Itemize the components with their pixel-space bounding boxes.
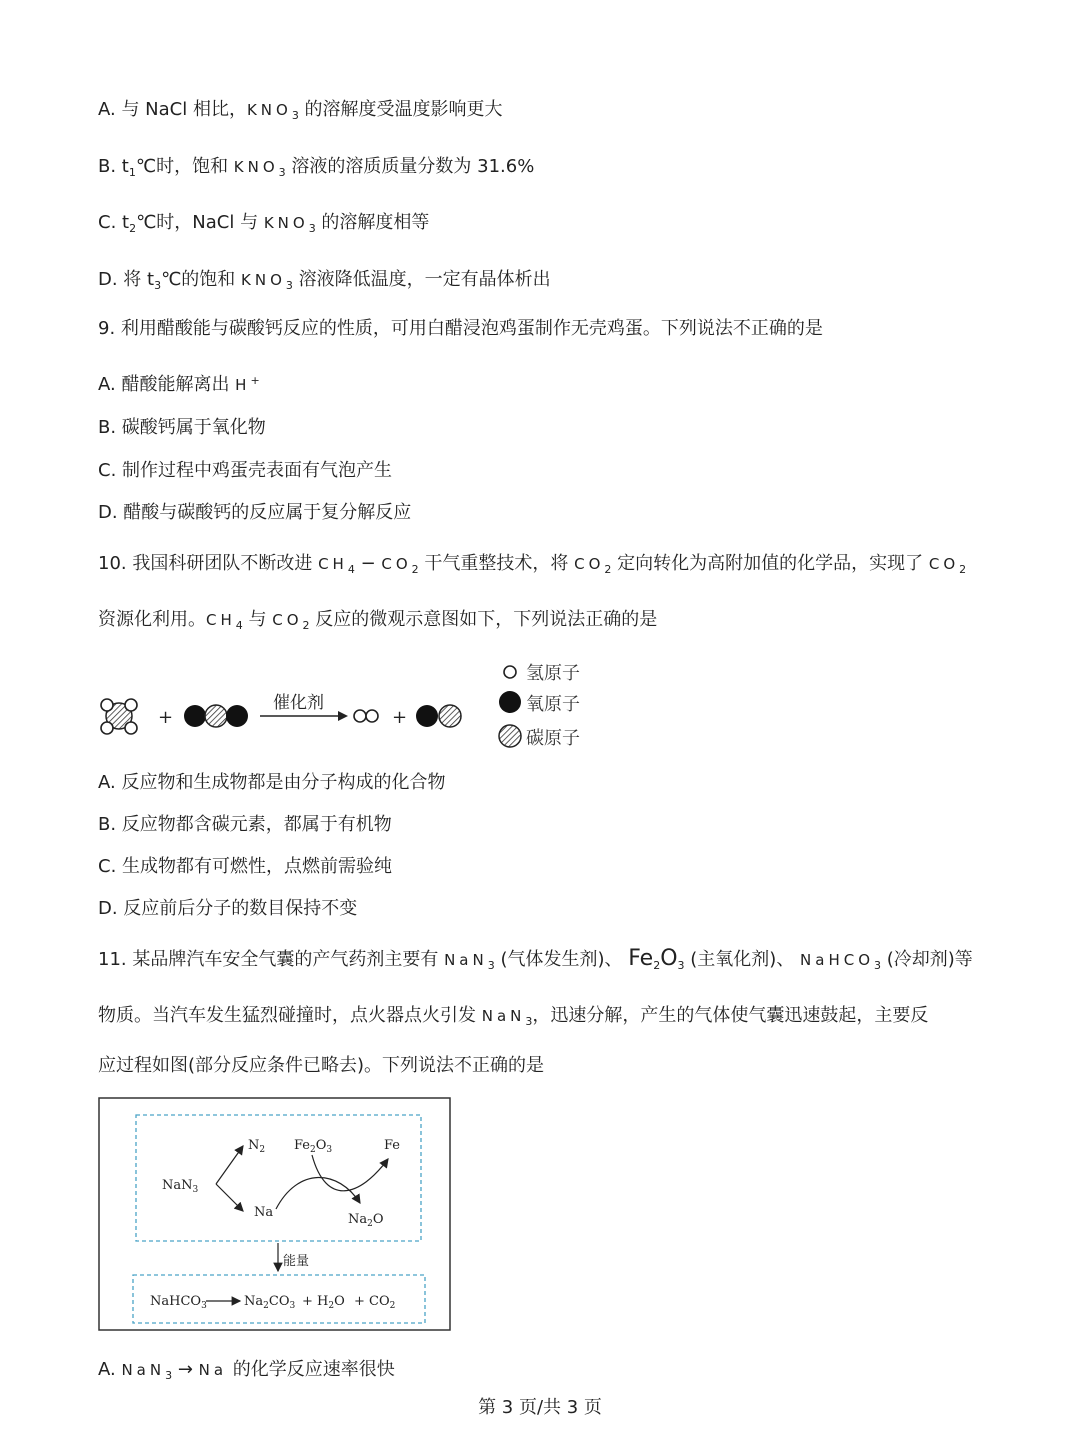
- carbon-atom-icon: [499, 725, 521, 747]
- text: 定向转化为高附加值的化学品，实现了: [611, 553, 929, 574]
- text: 与: [242, 609, 273, 630]
- text: 的溶解度相等: [315, 212, 430, 233]
- q11-stem-line3: 应过程如图(部分反应条件已略去)。下列说法不正确的是: [98, 1055, 545, 1076]
- text: 溶液的溶质质量分数为 31.6%: [285, 156, 535, 177]
- subscript: 2: [959, 563, 967, 576]
- subscript: 3: [154, 279, 162, 292]
- formula: NaHCO: [800, 951, 875, 969]
- page-footer: 第 3 页/共 3 页: [478, 1397, 602, 1418]
- text: 的溶解度受温度影响更大: [298, 99, 503, 120]
- legend-oxygen: 氧原子: [526, 694, 580, 715]
- q9-option-d: D. 醋酸与碳酸钙的反应属于复分解反应: [98, 502, 412, 523]
- plus-sign: +: [158, 707, 174, 728]
- q9-stem: 9. 利用醋酸能与碳酸钙反应的性质，可用白醋浸泡鸡蛋制作无壳鸡蛋。下列说法不正确的是: [98, 318, 823, 339]
- formula: NaN: [444, 951, 488, 969]
- text: −: [354, 553, 382, 574]
- subscript: 3: [291, 109, 299, 122]
- text: (主氧化剂)、: [684, 949, 801, 970]
- na-label: Na: [254, 1205, 274, 1220]
- text: →: [172, 1359, 199, 1380]
- text: A. 醋酸能解离出: [98, 374, 236, 395]
- reaction-arrowhead: [338, 711, 348, 721]
- text: (冷却剂)等: [881, 949, 973, 970]
- subscript: 2: [604, 563, 612, 576]
- methane-molecule: [101, 699, 137, 734]
- q8-option-d: [98, 268, 551, 298]
- diagram-legend: [499, 663, 580, 749]
- formula: NaN: [121, 1361, 166, 1379]
- subscript: 2: [653, 959, 661, 972]
- text: A.: [98, 1359, 122, 1380]
- text: 10. 我国科研团队不断改进: [98, 553, 319, 574]
- text: ℃时，饱和: [135, 156, 234, 177]
- q10-stem-line1: [98, 552, 966, 582]
- subscript: 3: [487, 959, 495, 972]
- formula: KNO: [263, 214, 309, 232]
- q9-option-c: C. 制作过程中鸡蛋壳表面有气泡产生: [98, 460, 393, 481]
- text: 11. 某品牌汽车安全气囊的产气药剂主要有: [98, 949, 445, 970]
- text: (气体发生剂)、: [494, 949, 629, 970]
- superscript: +: [250, 374, 260, 387]
- subscript: 2: [302, 619, 310, 632]
- fe2o3-label: $Fe_2O_3$: [294, 1138, 333, 1155]
- q8-option-c: [98, 211, 429, 241]
- text: 干气重整技术，将: [418, 553, 575, 574]
- text: 资源化利用。: [98, 609, 206, 630]
- na2o-label: $Na_2O$: [348, 1212, 384, 1229]
- legend-carbon: 碳原子: [526, 728, 580, 749]
- formula: CO: [574, 555, 605, 573]
- formula: H: [235, 376, 251, 394]
- formula: Na: [198, 1361, 228, 1379]
- q11-stem-line1: [98, 947, 973, 978]
- hydrogen-atom-icon: [504, 666, 516, 678]
- text: B. t: [98, 156, 129, 177]
- q10-option-d: D. 反应前后分子的数目保持不变: [98, 898, 358, 919]
- fe-label: Fe: [384, 1138, 401, 1153]
- n2-label: $N_2$: [248, 1138, 266, 1155]
- q9-option-b: B. 碳酸钙属于氧化物: [98, 417, 266, 438]
- text: ，迅速分解，产生的气体使气囊迅速鼓起，主要反: [532, 1005, 929, 1026]
- subscript: 3: [874, 959, 882, 972]
- text: ℃的饱和: [161, 269, 242, 290]
- na2co3-label: $Na_2CO_3$: [244, 1294, 296, 1311]
- oxygen-atom-icon: [499, 691, 521, 713]
- q8-option-b: [98, 155, 534, 185]
- text: 的化学反应速率很快: [227, 1359, 395, 1380]
- carbon-dioxide-molecule: [184, 705, 248, 727]
- subscript: 3: [278, 166, 286, 179]
- text: 物质。当汽车发生猛烈碰撞时，点火器点火引发: [98, 1005, 482, 1026]
- formula: CO: [272, 611, 303, 629]
- formula: KNO: [246, 101, 292, 119]
- hydrogen-molecule: [354, 710, 378, 722]
- h2o-label: $H_2O$: [317, 1294, 345, 1311]
- q10-option-c: C. 生成物都有可燃性，点燃前需验纯: [98, 856, 393, 877]
- nan3-label: NaN$_3$: [162, 1178, 199, 1195]
- subscript: 2: [411, 563, 419, 576]
- nahco3-label: NaHCO$_3$: [150, 1294, 207, 1311]
- q10-option-a: A. 反应物和生成物都是由分子构成的化合物: [98, 772, 446, 793]
- subscript: 2: [129, 222, 137, 235]
- text: D. 将 t: [98, 269, 155, 290]
- q8-option-a: [98, 98, 503, 128]
- co2-label: $CO_2$: [369, 1294, 396, 1311]
- subscript: 3: [525, 1015, 533, 1028]
- q10-option-b: B. 反应物都含碳元素，都属于有机物: [98, 814, 392, 835]
- text: ℃时，NaCl 与: [136, 212, 264, 233]
- plus-sign: +: [392, 707, 408, 728]
- formula: CO: [928, 555, 960, 573]
- text: A. 与 NaCl 相比，: [98, 99, 247, 120]
- q11-reaction-diagram: [98, 1097, 452, 1333]
- text: 反应的微观示意图如下，下列说法正确的是: [309, 609, 658, 630]
- text: C. t: [98, 212, 130, 233]
- subscript: 4: [347, 563, 355, 576]
- formula: NaN: [481, 1007, 526, 1025]
- plus-sign: +: [354, 1294, 365, 1309]
- subscript: 3: [677, 959, 685, 972]
- formula: CO: [381, 555, 412, 573]
- formula: CH: [318, 555, 348, 573]
- catalyst-label: 催化剂: [273, 693, 324, 713]
- q11-stem-line2: [98, 1004, 928, 1034]
- formula: O: [660, 946, 678, 971]
- legend-hydrogen: 氢原子: [526, 663, 580, 684]
- subscript: 3: [285, 279, 293, 292]
- text: 溶液降低温度，一定有晶体析出: [292, 269, 551, 290]
- q10-stem-line2: [98, 608, 657, 638]
- q11-option-a: [98, 1358, 395, 1388]
- carbon-monoxide-molecule: [416, 705, 461, 727]
- q10-reaction-diagram: [90, 650, 600, 760]
- subscript: 1: [128, 166, 136, 179]
- formula: KNO: [233, 158, 279, 176]
- plus-sign: +: [302, 1294, 313, 1309]
- subscript: 3: [165, 1369, 173, 1382]
- formula: Fe: [628, 946, 654, 971]
- formula: KNO: [241, 271, 286, 289]
- formula: CH: [206, 611, 236, 629]
- subscript: 4: [235, 619, 243, 632]
- energy-label: 能量: [283, 1254, 310, 1269]
- subscript: 3: [308, 222, 316, 235]
- q9-option-a: [98, 369, 260, 397]
